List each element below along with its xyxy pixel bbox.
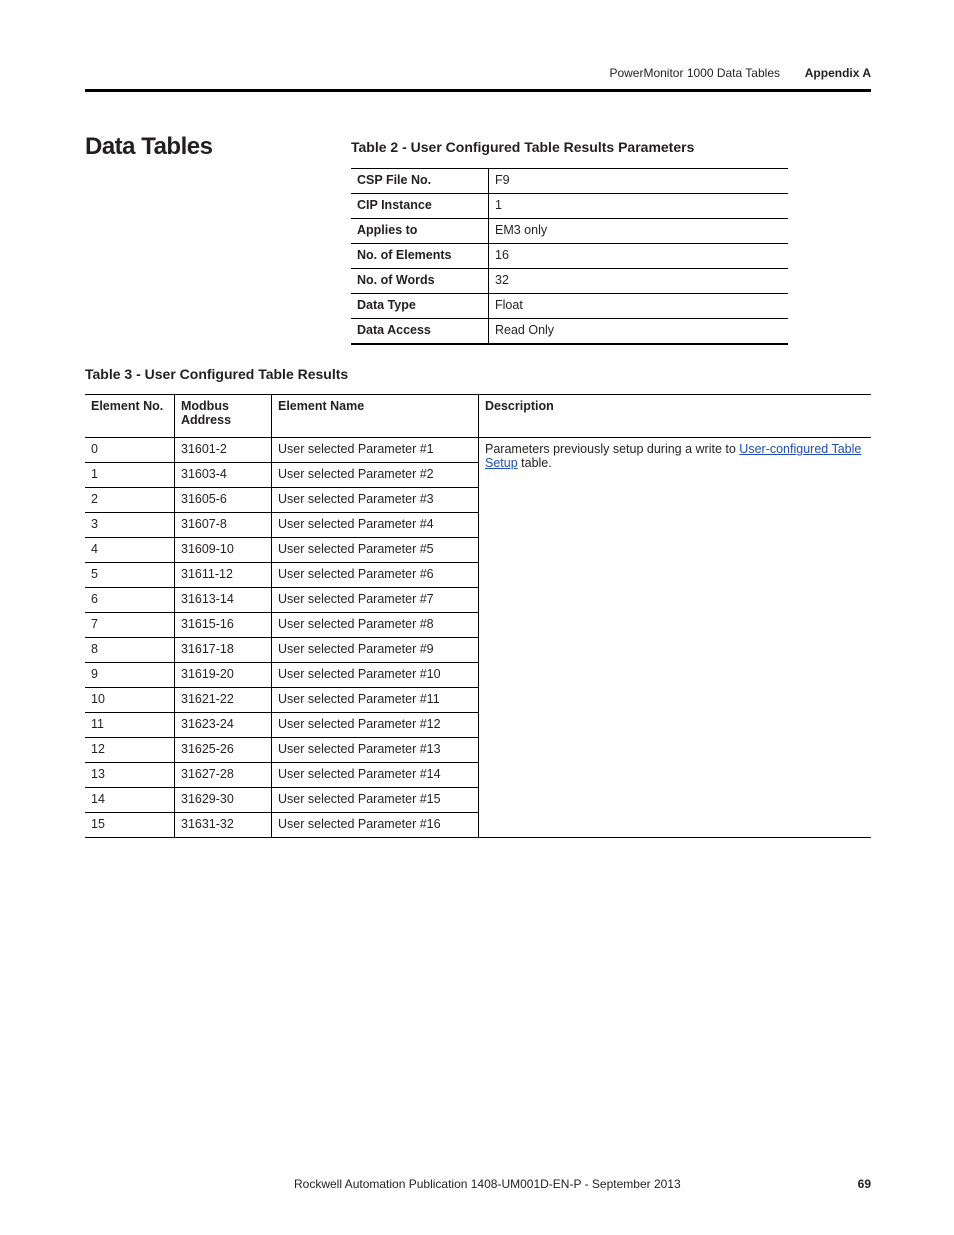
param-value: 1	[489, 194, 789, 219]
header-element-name: Element Name	[272, 395, 479, 438]
element-no-cell: 14	[85, 788, 175, 813]
element-no-cell: 12	[85, 738, 175, 763]
param-key: Applies to	[351, 219, 489, 244]
header-rule	[85, 89, 871, 92]
modbus-address-cell: 31631-32	[175, 813, 272, 838]
element-name-cell: User selected Parameter #14	[272, 763, 479, 788]
description-cell	[479, 438, 872, 838]
modbus-address-cell: 31615-16	[175, 613, 272, 638]
modbus-address-cell: 31603-4	[175, 463, 272, 488]
element-no-cell: 3	[85, 513, 175, 538]
header-description: Description	[479, 395, 872, 438]
modbus-address-cell: 31629-30	[175, 788, 272, 813]
param-value: Float	[489, 294, 789, 319]
element-no-cell: 0	[85, 438, 175, 463]
table-header-row	[85, 395, 871, 438]
element-name-cell: User selected Parameter #8	[272, 613, 479, 638]
modbus-address-cell: 31627-28	[175, 763, 272, 788]
element-name-cell: User selected Parameter #16	[272, 813, 479, 838]
table-row	[351, 294, 788, 319]
param-value: 16	[489, 244, 789, 269]
table2-parameters	[351, 168, 788, 345]
element-no-cell: 5	[85, 563, 175, 588]
header-appendix-label: Appendix A	[804, 66, 871, 80]
page-number: 69	[857, 1177, 871, 1191]
element-no-cell: 9	[85, 663, 175, 688]
element-name-cell: User selected Parameter #12	[272, 713, 479, 738]
element-no-cell: 15	[85, 813, 175, 838]
table-row	[351, 244, 788, 269]
element-name-cell: User selected Parameter #4	[272, 513, 479, 538]
element-name-cell: User selected Parameter #13	[272, 738, 479, 763]
header-modbus-address	[175, 395, 272, 438]
param-value: 32	[489, 269, 789, 294]
header-doc-title: PowerMonitor 1000 Data Tables	[609, 66, 780, 80]
modbus-address-cell: 31619-20	[175, 663, 272, 688]
table-row	[85, 438, 871, 463]
element-no-cell: 2	[85, 488, 175, 513]
table3-caption: Table 3 - User Configured Table Results	[85, 366, 349, 382]
user-configured-table-setup-link[interactable]: User-configured Table Setup	[485, 442, 862, 470]
element-no-cell: 8	[85, 638, 175, 663]
header-modbus-line1: Modbus	[181, 399, 229, 413]
table-row	[351, 169, 788, 194]
param-key: No. of Elements	[351, 244, 489, 269]
element-name-cell: User selected Parameter #3	[272, 488, 479, 513]
modbus-address-cell: 31601-2	[175, 438, 272, 463]
footer-publication: Rockwell Automation Publication 1408-UM001D-EN-P - September 2013	[294, 1177, 681, 1191]
element-name-cell: User selected Parameter #2	[272, 463, 479, 488]
modbus-address-cell: 31617-18	[175, 638, 272, 663]
element-name-cell: User selected Parameter #15	[272, 788, 479, 813]
modbus-address-cell: 31609-10	[175, 538, 272, 563]
modbus-address-cell: 31613-14	[175, 588, 272, 613]
modbus-address-cell: 31605-6	[175, 488, 272, 513]
element-no-cell: 1	[85, 463, 175, 488]
element-name-cell: User selected Parameter #11	[272, 688, 479, 713]
param-key: Data Type	[351, 294, 489, 319]
param-value: EM3 only	[489, 219, 789, 244]
element-no-cell: 13	[85, 763, 175, 788]
element-name-cell: User selected Parameter #7	[272, 588, 479, 613]
element-name-cell: User selected Parameter #9	[272, 638, 479, 663]
table3-results	[85, 394, 871, 838]
description-text-before: Parameters previously setup during a write to	[485, 442, 740, 456]
param-key: Data Access	[351, 319, 489, 345]
table-row	[351, 269, 788, 294]
element-name-cell: User selected Parameter #10	[272, 663, 479, 688]
param-key: CSP File No.	[351, 169, 489, 194]
table-row	[351, 319, 788, 345]
page-title: Data Tables	[85, 133, 213, 160]
modbus-address-cell: 31607-8	[175, 513, 272, 538]
element-no-cell: 7	[85, 613, 175, 638]
element-no-cell: 6	[85, 588, 175, 613]
element-no-cell: 4	[85, 538, 175, 563]
param-key: No. of Words	[351, 269, 489, 294]
element-no-cell: 11	[85, 713, 175, 738]
table2-caption: Table 2 - User Configured Table Results Parameters	[351, 139, 695, 155]
element-name-cell: User selected Parameter #5	[272, 538, 479, 563]
element-name-cell: User selected Parameter #1	[272, 438, 479, 463]
modbus-address-cell: 31625-26	[175, 738, 272, 763]
param-key: CIP Instance	[351, 194, 489, 219]
header-element-no: Element No.	[85, 395, 175, 438]
description-text-after: table.	[517, 456, 552, 470]
modbus-address-cell: 31623-24	[175, 713, 272, 738]
header-modbus-line2: Address	[181, 413, 232, 427]
modbus-address-cell: 31611-12	[175, 563, 272, 588]
param-value: F9	[495, 173, 510, 187]
element-name-cell: User selected Parameter #6	[272, 563, 479, 588]
running-header	[85, 66, 871, 82]
table-row	[351, 219, 788, 244]
modbus-address-cell: 31621-22	[175, 688, 272, 713]
element-no-cell: 10	[85, 688, 175, 713]
table-row	[351, 194, 788, 219]
param-value: Read Only	[489, 319, 789, 345]
